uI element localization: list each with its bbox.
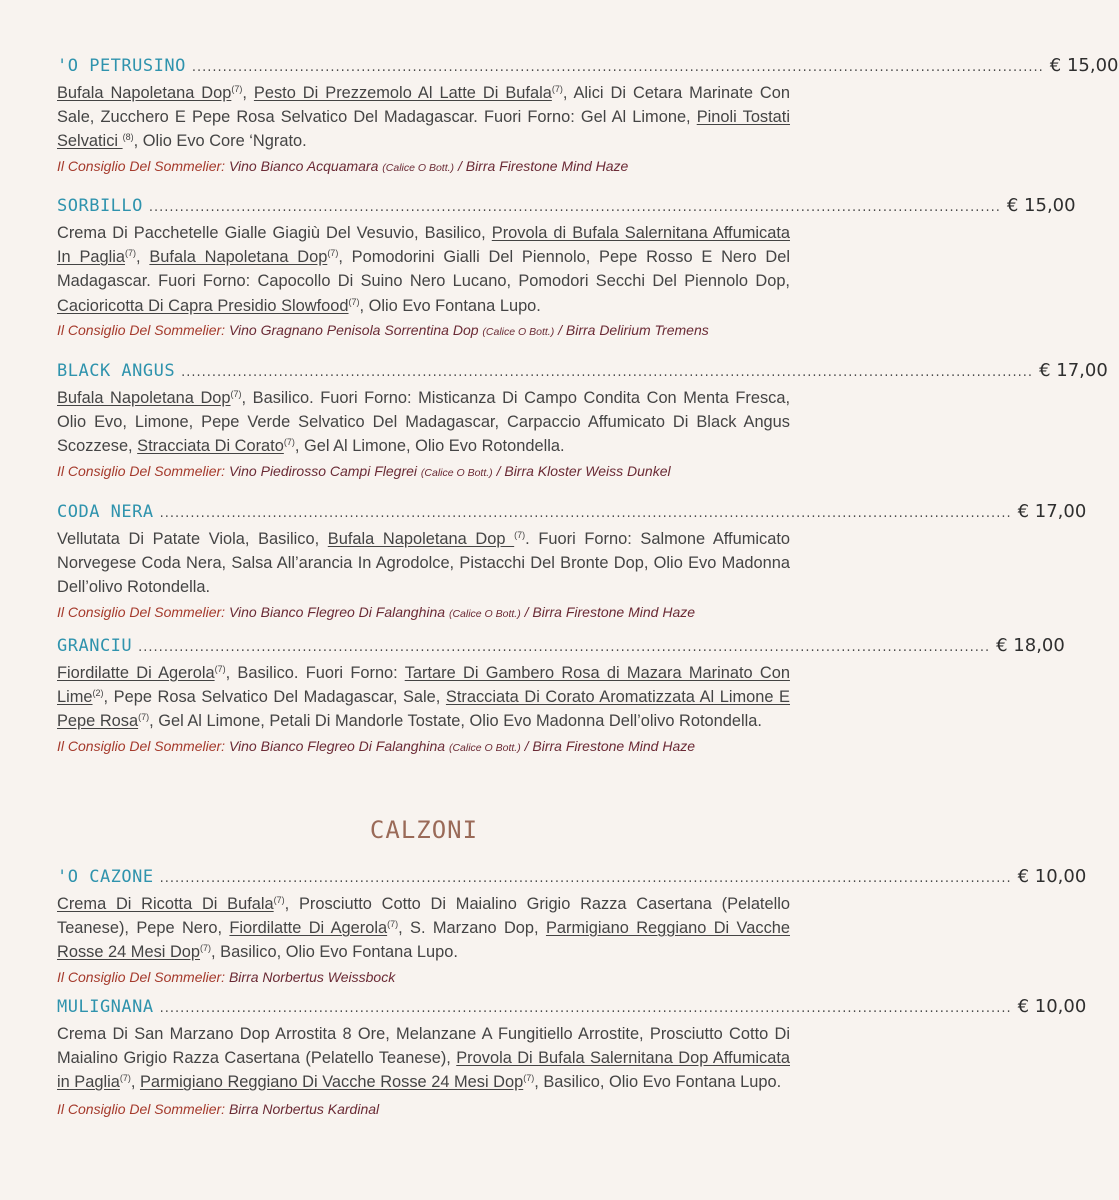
pairing-text: Vino Piedirosso Campi Flegrei bbox=[225, 462, 421, 479]
pairing-text: Birra Norbertus Kardinal bbox=[225, 1100, 380, 1117]
description-text: , Olio Evo Core ‘Ngrato. bbox=[133, 132, 307, 151]
item-header bbox=[57, 866, 1087, 892]
description-text: , Basilico, Olio Evo Fontana Lupo. bbox=[211, 943, 458, 962]
ingredient-link-text: Bufala Napoletana Dop bbox=[327, 530, 515, 548]
description-text: , Basilico, Olio Evo Fontana Lupo. bbox=[534, 1073, 782, 1092]
description-text: . Fuori Forno: Salmone Affumicato Norvegese Coda Nera, Salsa All’arancia In Agrodolce, Pistacchi Del Bronte Dop, Olio Evo Madonna Dell’olivo Rotondella. bbox=[57, 530, 791, 597]
sommelier-suggestion bbox=[57, 155, 790, 179]
menu-item-black-angus bbox=[57, 360, 1108, 484]
item-name: BLACK ANGUS bbox=[57, 361, 176, 381]
sommelier-label: Il Consiglio Del Sommelier: bbox=[57, 603, 226, 620]
allergen-note: (7) bbox=[230, 389, 242, 399]
item-header bbox=[57, 195, 1076, 221]
serving-note: (Calice O Bott.) bbox=[448, 741, 521, 754]
item-header bbox=[57, 360, 1108, 386]
menu-item-granciu bbox=[57, 635, 1065, 759]
pairing-text: Vino Bianco Flegreo Di Falanghina bbox=[225, 737, 449, 754]
sommelier-suggestion bbox=[57, 319, 790, 343]
pairing-text: / Birra Firestone Mind Haze bbox=[454, 157, 629, 174]
allergen-note: (7) bbox=[551, 84, 563, 94]
description-text: Crema Di San Marzano Dop Arrostita 8 Ore, Melanzane A Fungitiello Arrostite, Prosciutto Cotto Di Maialino Grigio Razza Casertana (Pelatello Teanese), bbox=[57, 1025, 790, 1068]
description-text: , bbox=[242, 84, 254, 102]
item-header bbox=[57, 996, 1087, 1022]
item-price: € 15,00 bbox=[1006, 195, 1076, 216]
serving-note: (Calice O Bott.) bbox=[482, 325, 555, 338]
item-name: 'O CAZONE bbox=[57, 867, 154, 887]
pairing-text: Vino Bianco Flegreo Di Falanghina bbox=[225, 603, 449, 620]
item-name: GRANCIU bbox=[57, 636, 133, 656]
sommelier-suggestion bbox=[57, 460, 790, 484]
allergen-note: (7) bbox=[514, 530, 526, 540]
serving-note: (Calice O Bott.) bbox=[420, 466, 493, 479]
menu-item-sorbillo bbox=[57, 195, 1076, 343]
ingredient-link-text: Provola di Bufala Salernitana Affumicata In Paglia bbox=[57, 224, 790, 267]
dot-leader: ...................................................................................................................................................................... bbox=[181, 365, 1034, 380]
item-description bbox=[57, 527, 790, 600]
ingredient-link-text: Stracciata Di Corato bbox=[137, 437, 284, 456]
menu-item-o-cazone bbox=[57, 866, 1087, 988]
description-text: , bbox=[130, 1073, 140, 1092]
item-description bbox=[57, 221, 790, 318]
sommelier-suggestion bbox=[57, 735, 790, 759]
sommelier-suggestion bbox=[57, 966, 790, 988]
serving-note: (Calice O Bott.) bbox=[448, 607, 521, 620]
item-name: CODA NERA bbox=[57, 502, 154, 522]
allergen-note: (7) bbox=[523, 1073, 535, 1084]
description-text: , Prosciutto Cotto Di Maialino Grigio Razza Casertana (Pelatello Teanese), Pepe Nero, bbox=[57, 895, 790, 938]
pairing-text: / Birra Kloster Weiss Dunkel bbox=[492, 462, 671, 479]
allergen-note: (7) bbox=[231, 84, 243, 94]
sommelier-label: Il Consiglio Del Sommelier: bbox=[57, 157, 226, 174]
dot-leader: ...................................................................................................................................................................... bbox=[191, 60, 1044, 75]
sommelier-label: Il Consiglio Del Sommelier: bbox=[57, 462, 226, 479]
allergen-note: (7) bbox=[327, 248, 339, 259]
sommelier-label: Il Consiglio Del Sommelier: bbox=[57, 737, 226, 754]
item-price: € 17,00 bbox=[1039, 360, 1108, 381]
allergen-note: (7) bbox=[214, 664, 226, 674]
pairing-text: Vino Bianco Acquamara bbox=[225, 157, 383, 174]
serving-note: (Calice O Bott.) bbox=[382, 161, 455, 174]
item-description bbox=[57, 386, 790, 459]
item-description bbox=[57, 1022, 790, 1095]
sommelier-label: Il Consiglio Del Sommelier: bbox=[57, 1100, 226, 1117]
item-price: € 10,00 bbox=[1017, 866, 1087, 887]
section-title-calzoni: CALZONI bbox=[369, 816, 479, 844]
item-description bbox=[57, 81, 790, 154]
ingredient-link-text: Stracciata Di Corato Aromatizzata Al Limone E Pepe Rosa bbox=[57, 688, 790, 731]
allergen-note: (7) bbox=[200, 943, 212, 954]
item-price: € 15,00 bbox=[1049, 55, 1119, 76]
dot-leader: ...................................................................................................................................................................... bbox=[159, 506, 1012, 521]
ingredient-link-text: Tartare Di Gambero Rosa di Mazara Marinato Con Lime bbox=[57, 664, 790, 707]
dot-leader: ...................................................................................................................................................................... bbox=[138, 640, 991, 655]
item-name: 'O PETRUSINO bbox=[57, 56, 186, 76]
dot-leader: ...................................................................................................................................................................... bbox=[159, 871, 1012, 886]
ingredient-link-text: Pesto Di Prezzemolo Al Latte Di Bufala bbox=[253, 84, 552, 102]
description-text: , bbox=[136, 248, 150, 267]
ingredient-link-text: Crema Di Ricotta Di Bufala bbox=[57, 895, 274, 913]
description-text: , S. Marzano Dop, bbox=[398, 919, 546, 938]
item-description bbox=[57, 661, 790, 734]
sommelier-suggestion bbox=[57, 1098, 790, 1120]
item-price: € 17,00 bbox=[1017, 501, 1087, 522]
description-text: , Alici Di Cetara Marinate Con Sale, Zucchero E Pepe Rosa Selvatico Del Madagascar. Fuori Forno: Gel Al Limone, bbox=[57, 84, 790, 127]
dot-leader: ...................................................................................................................................................................... bbox=[159, 1001, 1012, 1016]
ingredient-link-text: Parmigiano Reggiano Di Vacche Rosse 24 Mesi Dop bbox=[139, 1073, 524, 1092]
description-text: , Olio Evo Fontana Lupo. bbox=[359, 296, 541, 315]
sommelier-suggestion bbox=[57, 601, 790, 625]
menu-item-o-petrusino bbox=[57, 55, 1119, 179]
pairing-text: Vino Gragnano Penisola Sorrentina Dop bbox=[225, 321, 483, 338]
ingredient-link-text: Pinoli Tostati Selvatici bbox=[57, 108, 790, 151]
ingredient-link-text: Parmigiano Reggiano Di Vacche Rosse 24 Mesi Dop bbox=[57, 919, 790, 962]
allergen-note: (8) bbox=[122, 132, 134, 143]
description-text: , Gel Al Limone, Petali Di Mandorle Tostate, Olio Evo Madonna Dell’olivo Rotondella. bbox=[149, 712, 762, 731]
pairing-text: Birra Norbertus Weissbock bbox=[225, 968, 396, 985]
dot-leader: ...................................................................................................................................................................... bbox=[148, 200, 1001, 215]
menu-item-coda-nera bbox=[57, 501, 1087, 625]
ingredient-link-text: Bufala Napoletana Dop bbox=[57, 84, 232, 102]
ingredient-link-text: Bufala Napoletana Dop bbox=[57, 389, 231, 407]
item-header bbox=[57, 635, 1065, 661]
allergen-note: (7) bbox=[119, 1073, 131, 1084]
item-name: SORBILLO bbox=[57, 196, 143, 216]
pairing-text: / Birra Firestone Mind Haze bbox=[520, 737, 696, 754]
menu-item-mulignana bbox=[57, 996, 1087, 1120]
allergen-note: (7) bbox=[273, 895, 285, 905]
item-price: € 18,00 bbox=[996, 635, 1065, 656]
allergen-note: (7) bbox=[283, 437, 295, 448]
pairing-text: / Birra Delirium Tremens bbox=[554, 321, 709, 338]
ingredient-link-text: Provola Di Bufala Salernitana Dop Affumicata in Paglia bbox=[57, 1049, 790, 1092]
item-description bbox=[57, 892, 790, 965]
allergen-note: (7) bbox=[125, 248, 137, 259]
description-text: , Basilico. Fuori Forno: Misticanza Di Campo Condita Con Menta Fresca, Olio Evo, Limone, Pepe Verde Selvatico Del Madagascar, Carpaccio Affumicato Di Black Angus Scozzese, bbox=[57, 389, 791, 456]
pairing-text: / Birra Firestone Mind Haze bbox=[520, 603, 696, 620]
description-text: Vellutata Di Patate Viola, Basilico, bbox=[57, 530, 328, 548]
allergen-note: (7) bbox=[387, 919, 399, 930]
allergen-note: (2) bbox=[92, 688, 104, 699]
allergen-note: (7) bbox=[348, 296, 360, 307]
item-price: € 10,00 bbox=[1017, 996, 1087, 1017]
description-text: , Basilico. Fuori Forno: bbox=[225, 664, 405, 682]
ingredient-link-text: Fiordilatte Di Agerola bbox=[229, 919, 388, 938]
item-header bbox=[57, 501, 1087, 527]
item-header bbox=[57, 55, 1119, 81]
description-text: , Pepe Rosa Selvatico Del Madagascar, Sale, bbox=[103, 688, 446, 707]
description-text: Crema Di Pacchetelle Gialle Giagiù Del Vesuvio, Basilico, bbox=[57, 224, 492, 242]
description-text: , Gel Al Limone, Olio Evo Rotondella. bbox=[294, 437, 565, 456]
ingredient-link-text: Fiordilatte Di Agerola bbox=[57, 664, 215, 682]
sommelier-label: Il Consiglio Del Sommelier: bbox=[57, 321, 226, 338]
sommelier-label: Il Consiglio Del Sommelier: bbox=[57, 968, 226, 985]
ingredient-link-text: Bufala Napoletana Dop bbox=[149, 248, 328, 267]
allergen-note: (7) bbox=[138, 712, 150, 723]
ingredient-link-text: Cacioricotta Di Capra Presidio Slowfood bbox=[57, 296, 349, 315]
description-text: , Pomodorini Gialli Del Piennolo, Pepe Rosso E Nero Del Madagascar. Fuori Forno: Capocollo Di Suino Nero Lucano, Pomodori Secchi Del Piennolo Dop, bbox=[57, 248, 790, 291]
item-name: MULIGNANA bbox=[57, 997, 154, 1017]
